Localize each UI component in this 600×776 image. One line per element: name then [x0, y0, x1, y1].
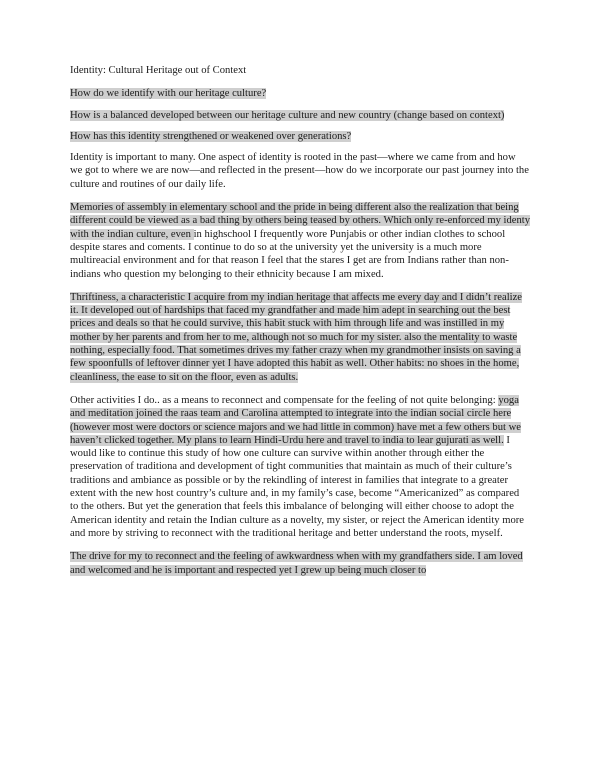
- document-page: [70, 64, 530, 587]
- question-text: How is a balanced developed between our heritage culture and new country (change based on context): [70, 109, 505, 121]
- activities-paragraph: [70, 394, 530, 540]
- question-balance: [70, 109, 530, 122]
- document-title: Identity: Cultural Heritage out of Context: [70, 65, 247, 76]
- question-generations: [70, 130, 530, 143]
- highlighted-text: yoga and meditation joined the raas team and Carolina attempted to integrate into the indian social circle here (however most were doctors or science majors and we had little in common) have met a few others but we haven’t clicked together. My plans to learn Hindi-Urdu here and travel to india to lear gujurati as well.: [70, 394, 521, 446]
- memories-paragraph: [70, 201, 530, 281]
- thriftiness-paragraph: [70, 291, 530, 384]
- plain-text: I would like to continue this study of how one culture can survive within another through either the preservation of traditiona and development of tight communities that maintain as much of their culture’s traditions and ambiance as possible or by the rekindling of interest in families that integrate to a greater extent with the new host country’s culture and, in my family’s case, become “Americanized” as compared to the others. But yet the generation that feels this imbalance of belonging will either choose to adopt the American identity and retain the Indian culture as a novelty, my sister, or reject the American identity more and more by striving to reconnect with the traditional heritage and better understand the roots, myself.: [70, 434, 524, 539]
- question-heritage: [70, 87, 530, 100]
- plain-text: Other activities I do.. as a means to reconnect and compensate for the feeling of not quite belonging:: [70, 394, 499, 406]
- question-text: How do we identify with our heritage culture?: [70, 88, 267, 100]
- highlighted-text: The drive for my to reconnect and the feeling of awkwardness when with my grandfathers side. I am loved and welcomed and he is important and respected yet I grew up being much closer to: [70, 551, 523, 576]
- drive-paragraph: [70, 550, 530, 577]
- intro-paragraph: Identity is important to many. One aspect of identity is rooted in the past—where we came from and how we got to where we are now—and reflected in the present—how do we incorporate our past journey into the culture and routines of our daily life.: [70, 152, 529, 190]
- question-text: How has this identity strengthened or weakened over generations?: [70, 130, 352, 142]
- highlighted-text: Memories of assembly in elementary school and the pride in being different also the realization that being different could be viewed as a bad thing by others being teased by others. Which only re-enforced my identy with the indian culture, even: [70, 202, 531, 240]
- plain-text: in highschool I frequently wore Punjabis or other indian clothes to school despite stares and coments. I continue to do so at the university yet the university is a much more multireacial environment and for that reason I feel that the stares I get are from Indians rather than non-indians who question my belonging to their ethnicity because I am mixed.: [70, 228, 509, 280]
- highlighted-text: Thriftiness, a characteristic I acquire from my indian heritage that affects me every day and I didn’t realize it. It developed out of hardships that faced my grandfather and made him adept in searching out the best prices and deals so that he could survive, this habit stuck with him through life and was instilled in my mother by her parents and from her to me, although not so much for my sister. also the mentality to waste nothing, especially food. That sometimes drives my father crazy when my grandmother insists on saving a few spoonfulls of leftover dinner yet I have adopted this habit as well. Other habits: no shoes in the home, cleanliness, the ease to sit on the floor, even as adults.: [70, 291, 522, 383]
